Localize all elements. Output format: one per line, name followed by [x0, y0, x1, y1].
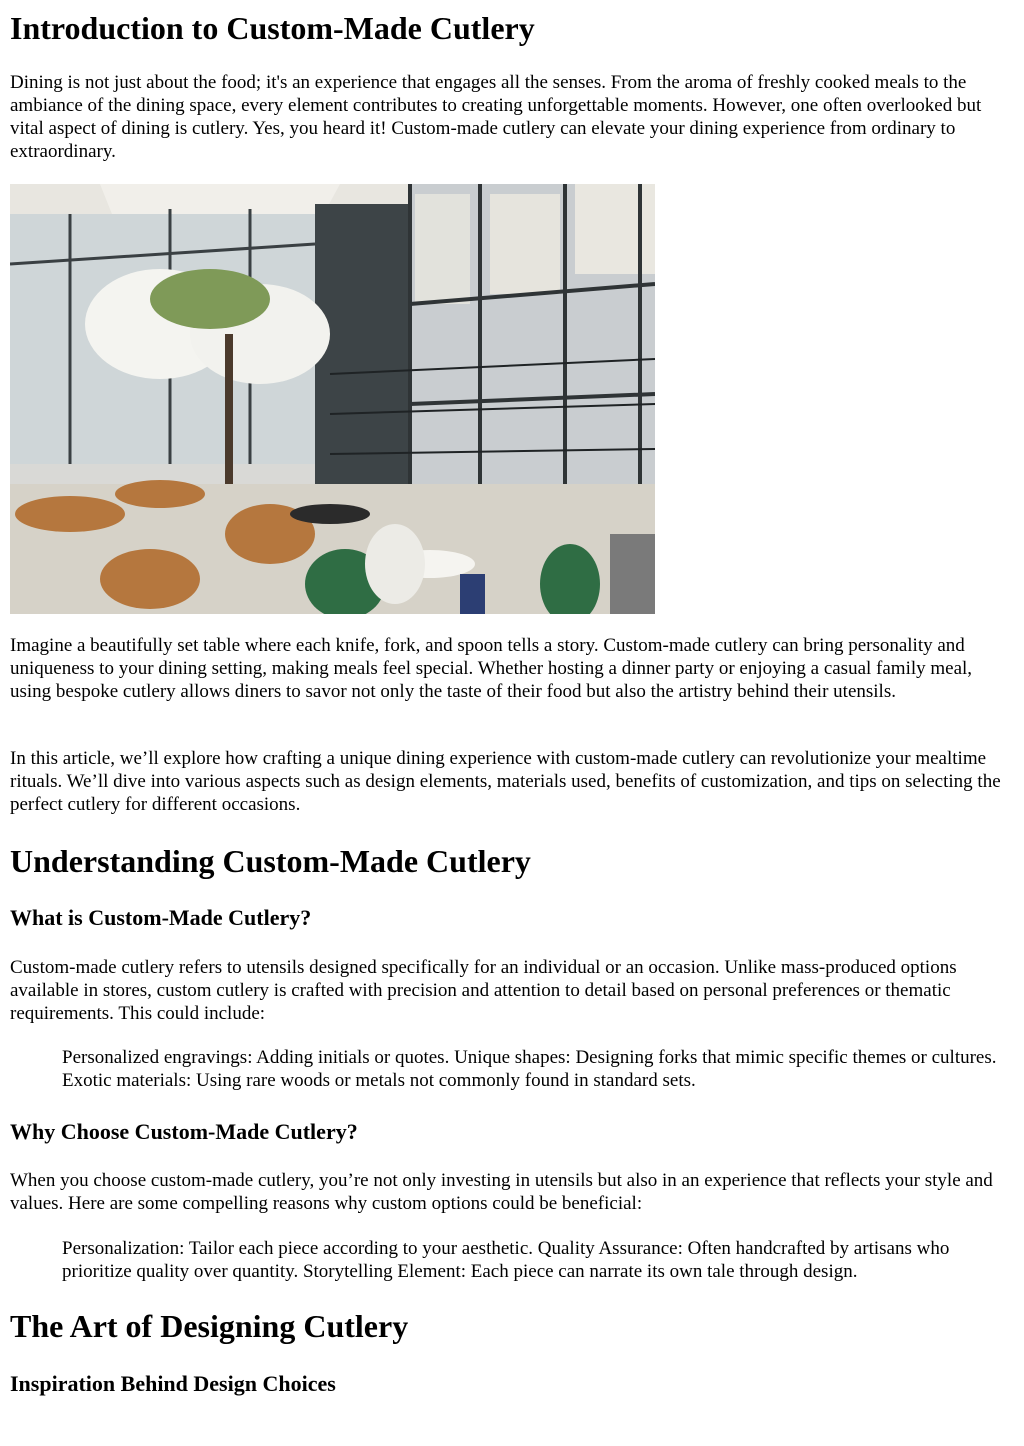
paragraph-what-is: Custom-made cutlery refers to utensils designed specifically for an individual or an occasion. Unlike mass-produced options available in stores, custom cutlery is crafted with precision and attention to detail based on personal preferences or thematic requirements. This could include: [10, 957, 957, 1024]
heading-what-is: What is Custom-Made Cutlery? [10, 905, 312, 930]
restaurant-interior-photo-icon [10, 184, 655, 614]
heading-introduction: Introduction to Custom-Made Cutlery [10, 10, 535, 46]
heading-understanding: Understanding Custom-Made Cutlery [10, 843, 531, 879]
quote-why-choose: Personalization: Tailor each piece according to your aesthetic. Quality Assurance: Often handcrafted by artisans who prioritize quality over quantity. Storytelling Element: Each piece can narrate its own tale through design. [62, 1238, 950, 1282]
paragraph-imagine: Imagine a beautifully set table where each knife, fork, and spoon tells a story. Custom-made cutlery can bring personality and uniqueness to your dining setting, making meals feel special. Whether hosting a dinner party or enjoying a casual family meal, using bespoke cutlery allows diners to savor not only the taste of their food but also the artistry behind their utensils. [10, 635, 973, 702]
heading-art-of-designing: The Art of Designing Cutlery [10, 1308, 409, 1344]
paragraph-why-choose: When you choose custom-made cutlery, you’re not only investing in utensils but also in an experience that reflects your style and values. Here are some compelling reasons why custom options could be beneficial: [10, 1170, 993, 1214]
quote-what-is: Personalized engravings: Adding initials or quotes. Unique shapes: Designing forks that mimic specific themes or cultures. Exotic materials: Using rare woods or metals not commonly found in standard sets. [62, 1047, 997, 1091]
paragraph-article-overview: In this article, we’ll explore how crafting a unique dining experience with custom-made cutlery can revolutionize your mealtime rituals. We’ll dive into various aspects such as design elements, materials used, benefits of customization, and tips on selecting the perfect cutlery for different occasions. [10, 748, 1001, 815]
restaurant-interior-image [10, 184, 655, 614]
paragraph-intro: Dining is not just about the food; it's an experience that engages all the senses. From the aroma of freshly cooked meals to the ambiance of the dining space, every element contributes to creating unforgettable moments. However, one often overlooked but vital aspect of dining is cutlery. Yes, you heard it! Custom-made cutlery can elevate your dining experience from ordinary to extraordinary. [10, 72, 982, 162]
heading-why-choose: Why Choose Custom-Made Cutlery? [10, 1119, 358, 1144]
heading-inspiration: Inspiration Behind Design Choices [10, 1371, 336, 1396]
